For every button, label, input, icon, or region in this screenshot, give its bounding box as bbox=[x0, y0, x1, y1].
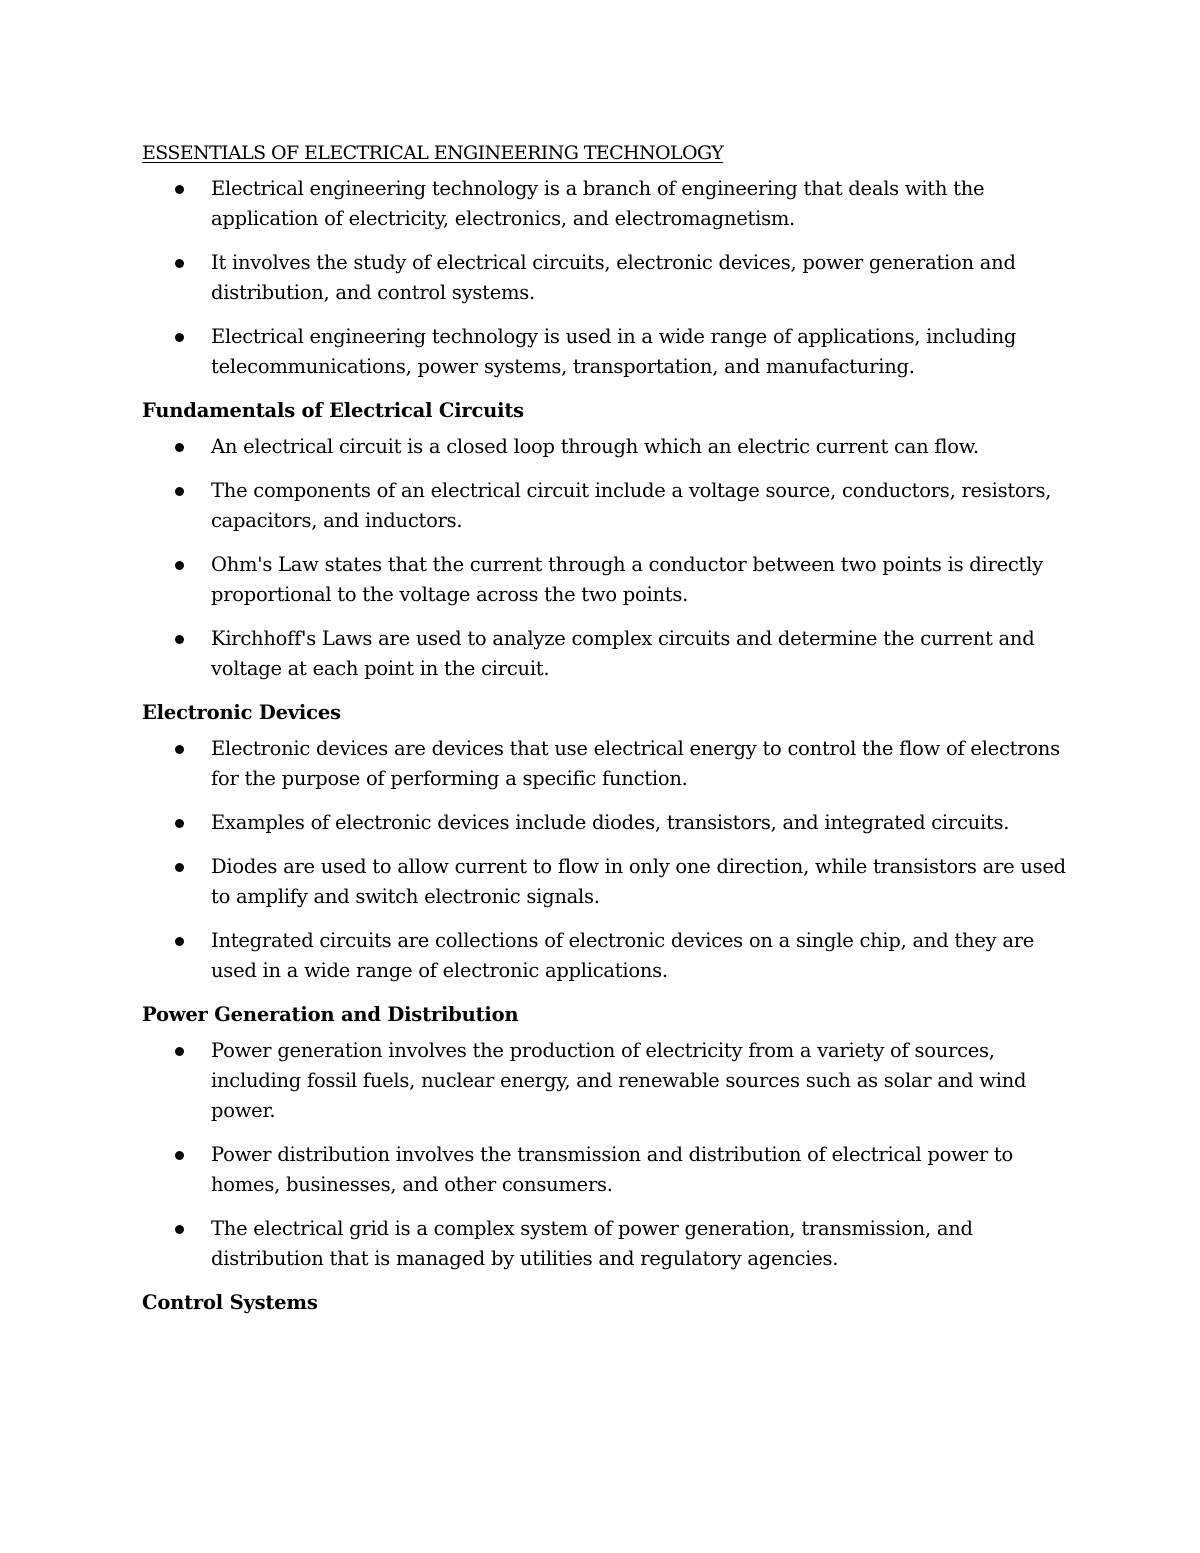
section-heading-control-systems: Control Systems bbox=[142, 1291, 318, 1314]
list-item bbox=[142, 550, 1072, 610]
intro-bullet-list bbox=[142, 174, 1072, 382]
list-item-text: The components of an electrical circuit include a voltage source, conductors, resistors, capacitors, and inductors. bbox=[211, 479, 1052, 532]
list-item bbox=[142, 1036, 1072, 1126]
list-item-text: Power generation involves the production of electricity from a variety of sources, including fossil fuels, nuclear energy, and renewable sources such as solar and wind power. bbox=[211, 1039, 1027, 1122]
list-item bbox=[142, 476, 1072, 536]
bullet-icon bbox=[175, 561, 184, 570]
bullet-icon bbox=[175, 1047, 184, 1056]
bullet-icon bbox=[175, 1151, 184, 1160]
bullet-icon bbox=[175, 937, 184, 946]
list-item-text: Power distribution involves the transmission and distribution of electrical power to homes, businesses, and other consumers. bbox=[211, 1143, 1013, 1196]
bullet-icon bbox=[175, 259, 184, 268]
bullet-icon bbox=[175, 1225, 184, 1234]
list-item bbox=[142, 322, 1072, 382]
list-item-text: Integrated circuits are collections of electronic devices on a single chip, and they are used in a wide range of electronic applications. bbox=[211, 929, 1035, 982]
document-page bbox=[142, 138, 1072, 1324]
section-heading-electronic-devices: Electronic Devices bbox=[142, 701, 341, 724]
list-item bbox=[142, 808, 1072, 838]
list-item-text: An electrical circuit is a closed loop through which an electric current can flow. bbox=[211, 435, 979, 458]
bullet-icon bbox=[175, 819, 184, 828]
list-item bbox=[142, 926, 1072, 986]
list-item-text: Electronic devices are devices that use electrical energy to control the flow of electrons for the purpose of performing a specific function. bbox=[211, 737, 1060, 790]
devices-bullet-list bbox=[142, 734, 1072, 986]
list-item bbox=[142, 1140, 1072, 1200]
list-item bbox=[142, 734, 1072, 794]
list-item-text: Electrical engineering technology is used in a wide range of applications, including telecommunications, power systems, transportation, and manufacturing. bbox=[211, 325, 1017, 378]
list-item bbox=[142, 174, 1072, 234]
bullet-icon bbox=[175, 185, 184, 194]
list-item bbox=[142, 852, 1072, 912]
list-item-text: Kirchhoff's Laws are used to analyze complex circuits and determine the current and voltage at each point in the circuit. bbox=[211, 627, 1035, 680]
list-item bbox=[142, 432, 1072, 462]
list-item-text: The electrical grid is a complex system of power generation, transmission, and distribution that is managed by utilities and regulatory agencies. bbox=[211, 1217, 973, 1270]
bullet-icon bbox=[175, 745, 184, 754]
list-item-text: Examples of electronic devices include diodes, transistors, and integrated circuits. bbox=[211, 811, 1010, 834]
list-item-text: It involves the study of electrical circuits, electronic devices, power generation and distribution, and control systems. bbox=[211, 251, 1016, 304]
list-item bbox=[142, 1214, 1072, 1274]
bullet-icon bbox=[175, 863, 184, 872]
section-heading-power: Power Generation and Distribution bbox=[142, 1003, 519, 1026]
power-bullet-list bbox=[142, 1036, 1072, 1274]
bullet-icon bbox=[175, 443, 184, 452]
list-item bbox=[142, 248, 1072, 308]
list-item-text: Electrical engineering technology is a branch of engineering that deals with the application of electricity, electronics, and electromagnetism. bbox=[211, 177, 985, 230]
document-title: ESSENTIALS OF ELECTRICAL ENGINEERING TECHNOLOGY bbox=[142, 142, 724, 164]
list-item-text: Diodes are used to allow current to flow in only one direction, while transistors are used to amplify and switch electronic signals. bbox=[211, 855, 1066, 908]
bullet-icon bbox=[175, 487, 184, 496]
list-item bbox=[142, 624, 1072, 684]
bullet-icon bbox=[175, 635, 184, 644]
bullet-icon bbox=[175, 333, 184, 342]
list-item-text: Ohm's Law states that the current through a conductor between two points is directly proportional to the voltage across the two points. bbox=[211, 553, 1043, 606]
section-heading-circuits: Fundamentals of Electrical Circuits bbox=[142, 399, 524, 422]
circuits-bullet-list bbox=[142, 432, 1072, 684]
